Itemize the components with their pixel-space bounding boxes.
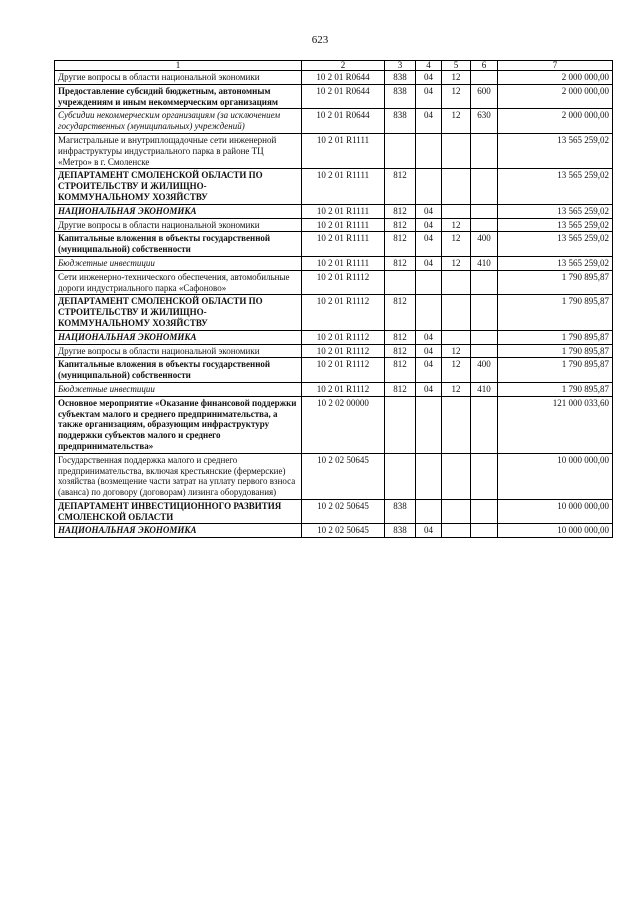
amount-cell: 10 000 000,00 (498, 453, 613, 499)
expense-type-cell (471, 295, 498, 330)
admin-code-cell: 812 (385, 204, 416, 218)
admin-code-cell: 838 (385, 524, 416, 538)
row-name-cell: Другие вопросы в области национальной экономики (55, 71, 302, 85)
subsection-cell (442, 453, 471, 499)
table-row (55, 256, 613, 270)
row-name-cell: Капитальные вложения в объекты государственной (муниципальной) собственности (55, 232, 302, 257)
header-cell: 7 (498, 61, 613, 71)
row-name-cell: НАЦИОНАЛЬНАЯ ЭКОНОМИКА (55, 204, 302, 218)
expense-type-cell: 400 (471, 358, 498, 383)
subsection-cell (442, 169, 471, 204)
subsection-cell (442, 330, 471, 344)
admin-code-cell: 812 (385, 344, 416, 358)
admin-code-cell: 812 (385, 358, 416, 383)
table-row (55, 84, 613, 109)
row-name-cell: ДЕПАРТАМЕНТ СМОЛЕНСКОЙ ОБЛАСТИ ПО СТРОИТЕЛЬСТВУ И ЖИЛИЩНО-КОММУНАЛЬНОМУ ХОЗЯЙСТВУ (55, 295, 302, 330)
amount-cell: 2 000 000,00 (498, 71, 613, 85)
subsection-cell: 12 (442, 109, 471, 134)
row-name-cell: Бюджетные инвестиции (55, 382, 302, 396)
subsection-cell (442, 499, 471, 524)
row-name-cell: Сети инженерно-технического обеспечения, автомобильные дороги индустриального парка «Сафоново» (55, 270, 302, 295)
program-code-cell: 10 2 01 R0644 (302, 84, 385, 109)
table-body (55, 71, 613, 538)
budget-table (54, 60, 613, 538)
program-code-cell: 10 2 02 50645 (302, 499, 385, 524)
page-number: 623 (311, 34, 329, 46)
subsection-cell: 12 (442, 71, 471, 85)
section-cell (416, 270, 442, 295)
amount-cell: 2 000 000,00 (498, 84, 613, 109)
program-code-cell: 10 2 01 R1112 (302, 330, 385, 344)
admin-code-cell: 812 (385, 232, 416, 257)
header-cell: 4 (416, 61, 442, 71)
expense-type-cell (471, 270, 498, 295)
header-cell: 3 (385, 61, 416, 71)
table-row (55, 232, 613, 257)
admin-code-cell: 812 (385, 295, 416, 330)
expense-type-cell (471, 499, 498, 524)
admin-code-cell: 812 (385, 330, 416, 344)
row-name-cell: Государственная поддержка малого и среднего предпринимательства, включая крестьянские (фермерские) хозяйства (возмещение части затрат на уплату первого взноса (аванса) по договору (договорам) лизинга оборудования) (55, 453, 302, 499)
table-row (55, 109, 613, 134)
section-cell: 04 (416, 524, 442, 538)
subsection-cell: 12 (442, 344, 471, 358)
section-cell: 04 (416, 330, 442, 344)
amount-cell: 10 000 000,00 (498, 524, 613, 538)
row-name-cell: ДЕПАРТАМЕНТ ИНВЕСТИЦИОННОГО РАЗВИТИЯ СМОЛЕНСКОЙ ОБЛАСТИ (55, 499, 302, 524)
expense-type-cell (471, 524, 498, 538)
section-cell: 04 (416, 382, 442, 396)
expense-type-cell: 630 (471, 109, 498, 134)
expense-type-cell: 410 (471, 256, 498, 270)
amount-cell: 13 565 259,02 (498, 133, 613, 168)
amount-cell: 13 565 259,02 (498, 169, 613, 204)
section-cell: 04 (416, 218, 442, 232)
row-name-cell: Капитальные вложения в объекты государственной (муниципальной) собственности (55, 358, 302, 383)
expense-type-cell (471, 169, 498, 204)
row-name-cell: НАЦИОНАЛЬНАЯ ЭКОНОМИКА (55, 524, 302, 538)
expense-type-cell (471, 396, 498, 453)
table-row (55, 382, 613, 396)
row-name-cell: Бюджетные инвестиции (55, 256, 302, 270)
subsection-cell: 12 (442, 232, 471, 257)
program-code-cell: 10 2 01 R1111 (302, 256, 385, 270)
program-code-cell: 10 2 01 R1112 (302, 382, 385, 396)
admin-code-cell: 812 (385, 382, 416, 396)
admin-code-cell (385, 133, 416, 168)
table-row (55, 499, 613, 524)
amount-cell: 13 565 259,02 (498, 204, 613, 218)
row-name-cell: НАЦИОНАЛЬНАЯ ЭКОНОМИКА (55, 330, 302, 344)
section-cell: 04 (416, 109, 442, 134)
section-cell (416, 169, 442, 204)
program-code-cell: 10 2 01 R1112 (302, 358, 385, 383)
amount-cell: 13 565 259,02 (498, 218, 613, 232)
admin-code-cell (385, 453, 416, 499)
program-code-cell: 10 2 01 R1111 (302, 204, 385, 218)
section-cell (416, 295, 442, 330)
subsection-cell (442, 270, 471, 295)
program-code-cell: 10 2 01 R1111 (302, 169, 385, 204)
table-row (55, 358, 613, 383)
table-row (55, 71, 613, 85)
amount-cell: 1 790 895,87 (498, 382, 613, 396)
header-row (55, 61, 613, 71)
program-code-cell: 10 2 01 R1111 (302, 232, 385, 257)
program-code-cell: 10 2 02 00000 (302, 396, 385, 453)
table-row (55, 344, 613, 358)
section-cell: 04 (416, 204, 442, 218)
subsection-cell: 12 (442, 358, 471, 383)
subsection-cell: 12 (442, 256, 471, 270)
expense-type-cell: 600 (471, 84, 498, 109)
header-cell: 6 (471, 61, 498, 71)
admin-code-cell: 812 (385, 256, 416, 270)
table-row (55, 524, 613, 538)
admin-code-cell (385, 396, 416, 453)
expense-type-cell (471, 330, 498, 344)
amount-cell: 13 565 259,02 (498, 256, 613, 270)
expense-type-cell (471, 344, 498, 358)
amount-cell: 10 000 000,00 (498, 499, 613, 524)
table-row (55, 218, 613, 232)
amount-cell: 1 790 895,87 (498, 344, 613, 358)
section-cell (416, 396, 442, 453)
section-cell: 04 (416, 84, 442, 109)
admin-code-cell: 838 (385, 109, 416, 134)
subsection-cell (442, 295, 471, 330)
table-row (55, 204, 613, 218)
table-row (55, 330, 613, 344)
amount-cell: 1 790 895,87 (498, 358, 613, 383)
table-row (55, 169, 613, 204)
header-cell: 2 (302, 61, 385, 71)
expense-type-cell: 410 (471, 382, 498, 396)
program-code-cell: 10 2 02 50645 (302, 524, 385, 538)
row-name-cell: Магистральные и внутриплощадочные сети инженерной инфраструктуры индустриального парка в районе ТЦ «Метро» в г. Смоленске (55, 133, 302, 168)
expense-type-cell: 400 (471, 232, 498, 257)
expense-type-cell (471, 204, 498, 218)
row-name-cell: ДЕПАРТАМЕНТ СМОЛЕНСКОЙ ОБЛАСТИ ПО СТРОИТЕЛЬСТВУ И ЖИЛИЩНО-КОММУНАЛЬНОМУ ХОЗЯЙСТВУ (55, 169, 302, 204)
admin-code-cell: 838 (385, 71, 416, 85)
program-code-cell: 10 2 01 R0644 (302, 109, 385, 134)
table-row (55, 396, 613, 453)
row-name-cell: Предоставление субсидий бюджетным, автономным учреждениям и иным некоммерческим организациям (55, 84, 302, 109)
expense-type-cell (471, 71, 498, 85)
expense-type-cell (471, 453, 498, 499)
program-code-cell: 10 2 01 R1112 (302, 344, 385, 358)
subsection-cell (442, 524, 471, 538)
table-row (55, 453, 613, 499)
section-cell (416, 499, 442, 524)
admin-code-cell (385, 270, 416, 295)
row-name-cell: Субсидии некоммерческим организациям (за исключением государственных (муниципальных) учреждений) (55, 109, 302, 134)
expense-type-cell (471, 133, 498, 168)
program-code-cell: 10 2 01 R1111 (302, 218, 385, 232)
subsection-cell: 12 (442, 382, 471, 396)
subsection-cell: 12 (442, 84, 471, 109)
subsection-cell (442, 133, 471, 168)
amount-cell: 121 000 033,60 (498, 396, 613, 453)
section-cell (416, 133, 442, 168)
admin-code-cell: 838 (385, 84, 416, 109)
row-name-cell: Основное мероприятие «Оказание финансовой поддержки субъектам малого и среднего предпринимательства, а также организациям, образующим инфраструктуру поддержки субъектов малого и среднего предпринимательства» (55, 396, 302, 453)
amount-cell: 1 790 895,87 (498, 330, 613, 344)
expense-type-cell (471, 218, 498, 232)
table-row (55, 270, 613, 295)
amount-cell: 1 790 895,87 (498, 295, 613, 330)
row-name-cell: Другие вопросы в области национальной экономики (55, 218, 302, 232)
program-code-cell: 10 2 01 R1111 (302, 133, 385, 168)
amount-cell: 2 000 000,00 (498, 109, 613, 134)
subsection-cell: 12 (442, 218, 471, 232)
admin-code-cell: 812 (385, 169, 416, 204)
row-name-cell: Другие вопросы в области национальной экономики (55, 344, 302, 358)
section-cell: 04 (416, 71, 442, 85)
amount-cell: 1 790 895,87 (498, 270, 613, 295)
program-code-cell: 10 2 01 R1112 (302, 295, 385, 330)
subsection-cell (442, 204, 471, 218)
section-cell (416, 453, 442, 499)
section-cell: 04 (416, 344, 442, 358)
amount-cell: 13 565 259,02 (498, 232, 613, 257)
table-row (55, 133, 613, 168)
table-row (55, 295, 613, 330)
program-code-cell: 10 2 01 R0644 (302, 71, 385, 85)
header-cell: 5 (442, 61, 471, 71)
subsection-cell (442, 396, 471, 453)
section-cell: 04 (416, 232, 442, 257)
section-cell: 04 (416, 358, 442, 383)
program-code-cell: 10 2 02 50645 (302, 453, 385, 499)
program-code-cell: 10 2 01 R1112 (302, 270, 385, 295)
section-cell: 04 (416, 256, 442, 270)
admin-code-cell: 838 (385, 499, 416, 524)
header-cell: 1 (55, 61, 302, 71)
admin-code-cell: 812 (385, 218, 416, 232)
